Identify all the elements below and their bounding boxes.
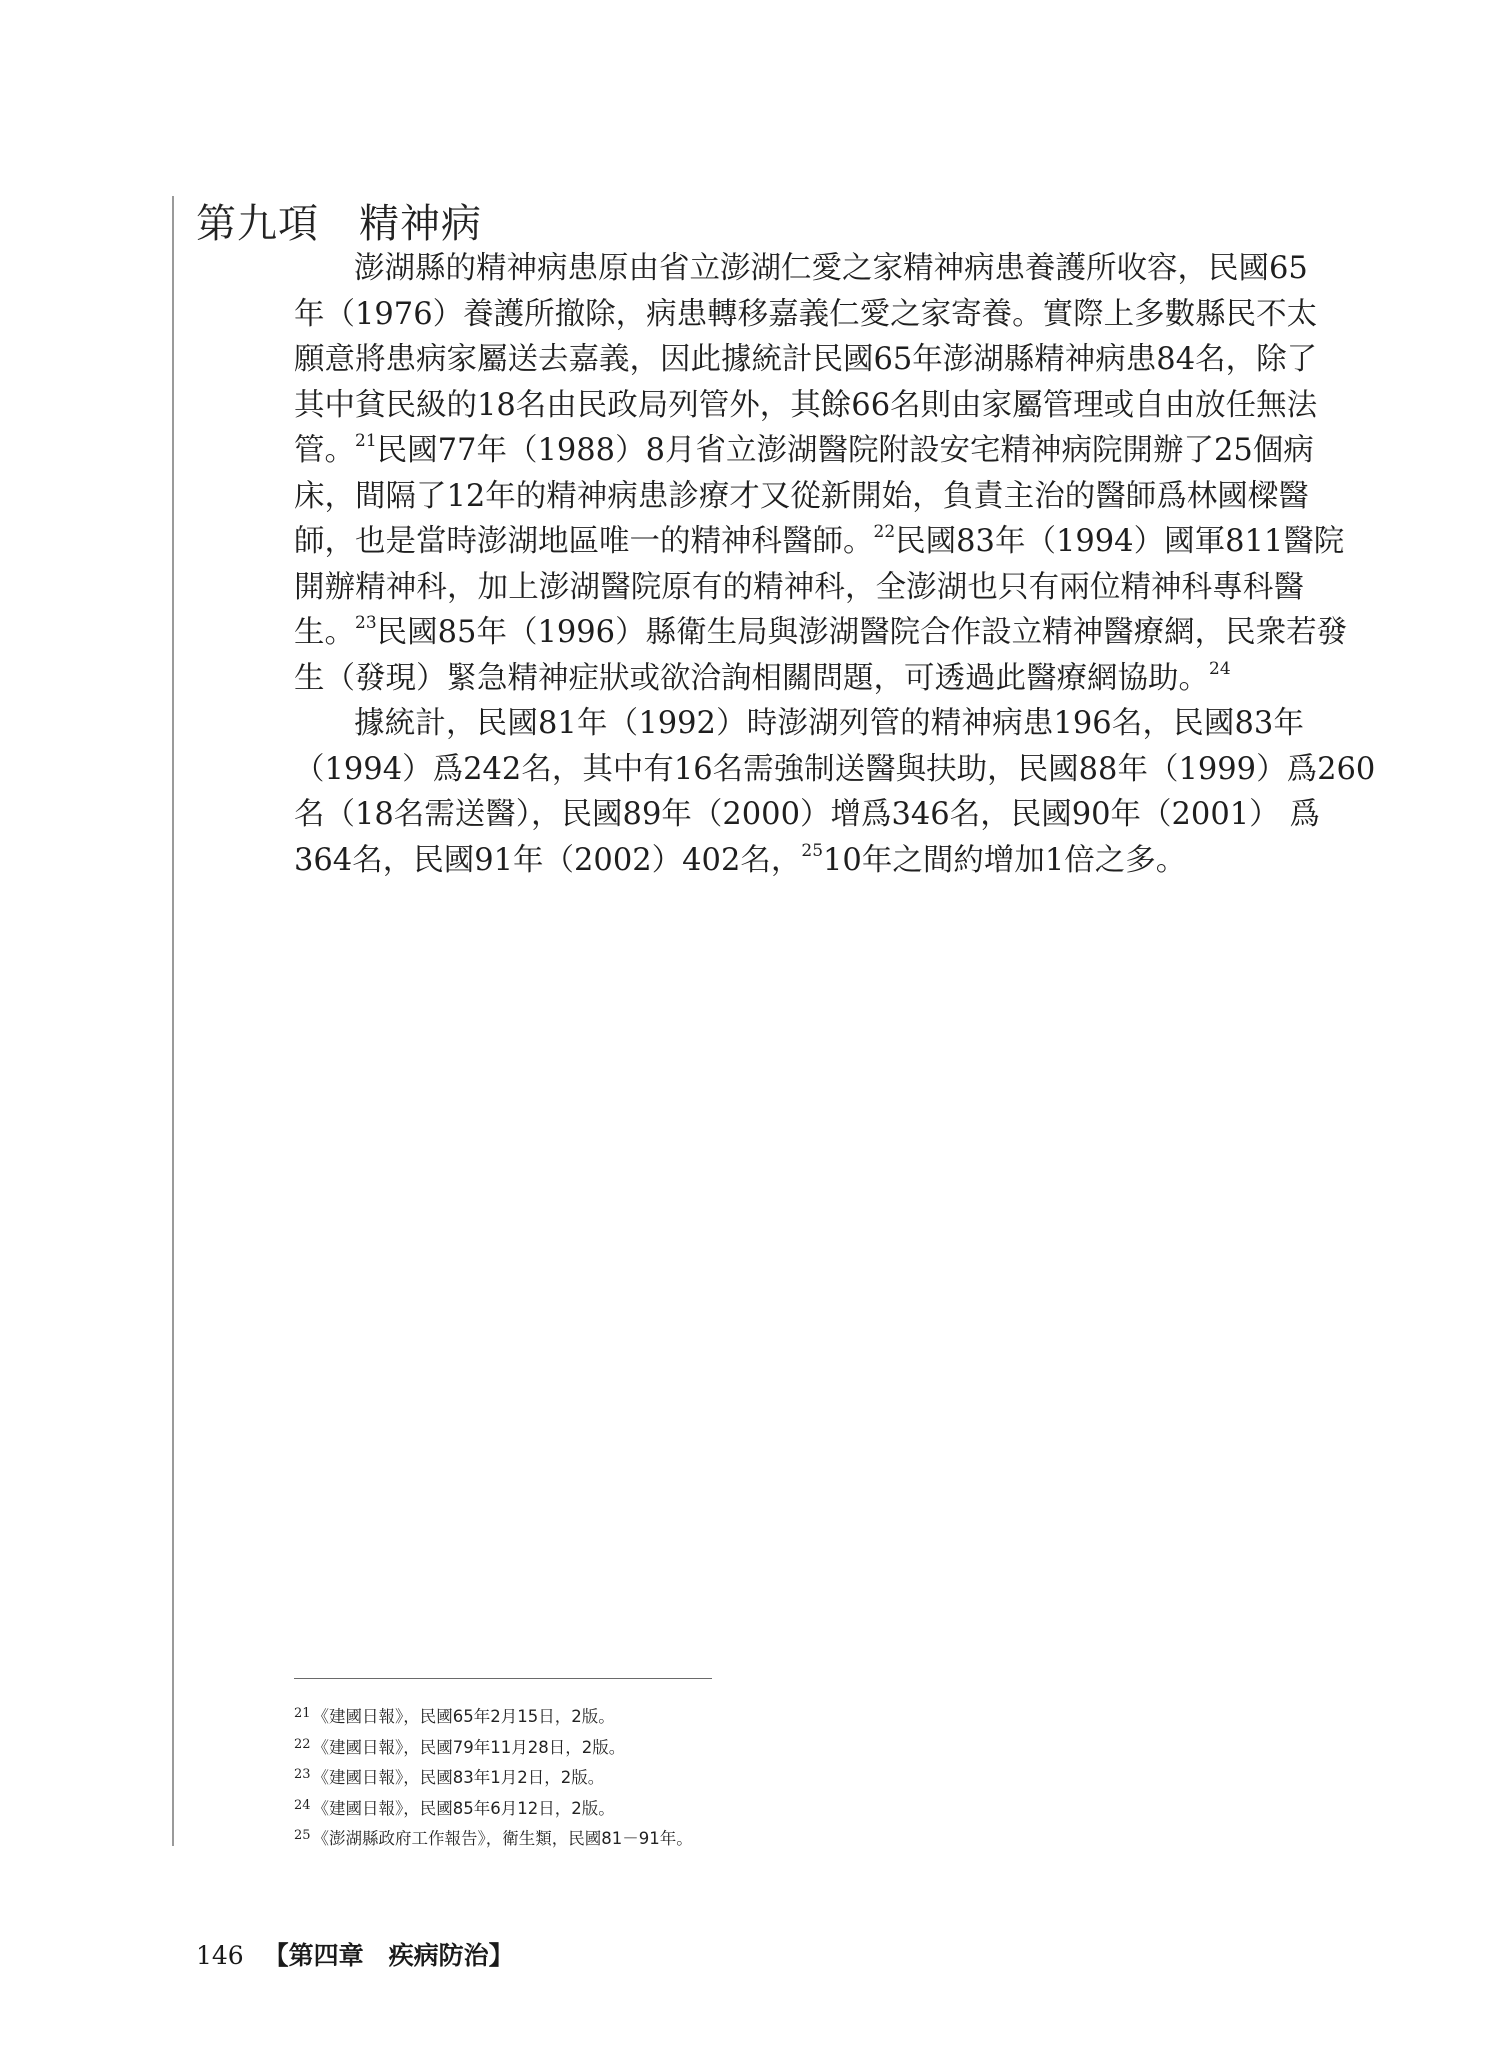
section-heading [196, 192, 482, 249]
section-number: 第九項 [196, 201, 319, 247]
footnote-ref[interactable]: 21 [355, 431, 377, 451]
text-line: 願意將患病家屬送去嘉義，因此據統計民國65年澎湖縣精神病患84名，除了 [294, 342, 1318, 377]
text-line: 開辦精神科，加上澎湖醫院原有的精神科，全澎湖也只有兩位精神科專科醫 [294, 569, 1304, 605]
chapter-title: 【第四章 疾病防治】 [263, 1941, 514, 1970]
footnote-ref[interactable]: 24 [1209, 658, 1231, 679]
page-number: 146 [196, 1941, 244, 1970]
text-line: 師，也是當時澎湖地區唯一的精神科醫師。$^{22}$民國83年（1994）國軍811醫院 [294, 522, 1345, 559]
text-line: （1994）爲242名，其中有16名需強制送醫與扶助，民國88年（1999）爲260 [294, 751, 1376, 787]
margin-rule [172, 196, 174, 1846]
footnote-text: 《建國日報》，民國65年2月15日，2版。 [312, 1707, 615, 1726]
footnote-item [294, 1700, 693, 1731]
body-text [294, 246, 1376, 883]
footnote-text: 《建國日報》，民國85年6月12日，2版。 [312, 1798, 615, 1818]
footnote-item [294, 1761, 693, 1792]
text-line: 名（18名需送醫），民國89年（2000）增爲346名，民國90年（2001） 爲 [294, 797, 1320, 832]
footnote-text: 《建國日報》，民國79年11月28日，2版。 [312, 1737, 626, 1757]
footnote-number: 21 [294, 1706, 311, 1721]
footnote-text: 《建國日報》，民國83年1月2日，2版。 [312, 1768, 605, 1787]
text-line: 據統計，民國81年（1992）時澎湖列管的精神病患196名，民國83年 [354, 706, 1304, 741]
footnote-item [294, 1822, 693, 1853]
footnote-ref[interactable]: 25 [801, 840, 824, 861]
footnote-number: 22 [294, 1736, 311, 1752]
section-title: 精神病 [359, 201, 482, 247]
text-line: 364名，民國91年（2002）402名，$^{25}$10年之間約增加1倍之多。 [294, 840, 1187, 878]
footnote-separator [294, 1678, 712, 1679]
page-footer [196, 1936, 514, 1972]
paragraph [294, 701, 1376, 883]
text-line: 年（1976）養護所撤除，病患轉移嘉義仁愛之家寄養。實際上多數縣民不太 [294, 296, 1318, 332]
footnote-text: 《澎湖縣政府工作報告》，衛生類，民國81－91年。 [312, 1829, 693, 1848]
text-line: 生。$^{23}$民國85年（1996）縣衛生局與澎湖醫院合作設立精神醫療網，民衆若發 [294, 613, 1348, 650]
footnote-ref[interactable]: 22 [873, 522, 896, 542]
footnotes [294, 1700, 693, 1853]
footnote-ref[interactable]: 23 [355, 613, 377, 633]
footnote-item [294, 1731, 693, 1762]
footnote-number: 25 [294, 1828, 311, 1843]
text-line: 床，間隔了12年的精神病患診療才又從新開始，負責主治的醫師爲林國樑醫 [294, 478, 1309, 514]
text-line: 生（發現）緊急精神症狀或欲洽詢相關問題，可透過此醫療網協助。$^{24}$ [294, 658, 1231, 696]
footnote-number: 23 [294, 1767, 311, 1782]
footnote-item [294, 1792, 693, 1823]
text-line: 其中貧民級的18名由民政局列管外，其餘66名則由家屬管理或自由放任無法 [294, 387, 1318, 423]
text-line: 管。$^{21}$民國77年（1988）8月省立澎湖醫院附設安宅精神病院開辦了25個病 [294, 431, 1314, 468]
text-line: 澎湖縣的精神病患原由省立澎湖仁愛之家精神病患養護所收容，民國65 [354, 251, 1308, 286]
footnote-number: 24 [294, 1797, 311, 1813]
paragraph [294, 246, 1348, 701]
